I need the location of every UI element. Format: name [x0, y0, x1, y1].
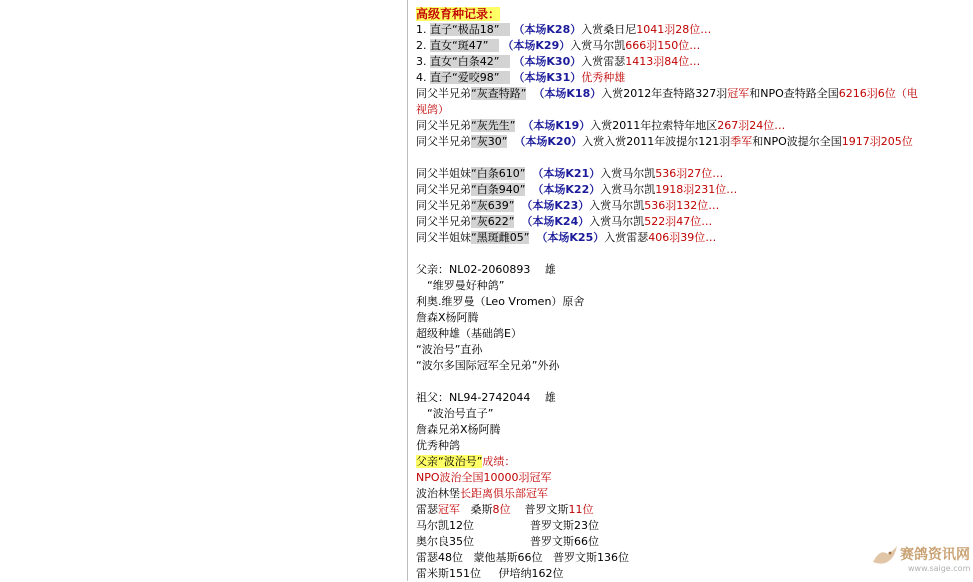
father-bloodline: 詹森X杨阿腾 [416, 311, 479, 324]
section-title-row [416, 6, 956, 22]
relation: 同父半兄弟 [416, 87, 471, 100]
list-item [416, 198, 956, 214]
item-number: 2. [416, 39, 427, 52]
result-value: 1041羽28位… [636, 23, 712, 36]
race-results-row: 雷瑟48位 蒙他基斯66位 普罗文斯136位 [416, 551, 629, 564]
grandfather-ring: 祖父：NL94-2742044 雄 [416, 391, 556, 404]
father-note: 超级种雄（基础鸽E） [416, 327, 522, 340]
pigeon-logo-icon [870, 542, 900, 572]
result-value: 1413羽84位… [625, 55, 701, 68]
race-results-row: 奥尔良35位 普罗文斯66位 [416, 535, 599, 548]
site-watermark [870, 542, 970, 578]
pigeon-name: “灰查特路” [471, 87, 527, 100]
watermark-url: www.saige.com [908, 564, 971, 573]
result-text: 入赏马尔凯 [600, 167, 656, 180]
father-nickname: “维罗曼好种鸽” [416, 279, 505, 292]
result-value: 优秀种雄 [581, 71, 626, 84]
list-item [416, 118, 956, 134]
relation: 同父半兄弟 [416, 199, 471, 212]
item-number: 4. [416, 71, 427, 84]
result-value: 冠军 [727, 87, 750, 100]
pigeon-name: “白条610” [471, 167, 526, 180]
result-value: 267羽24位… [717, 119, 786, 132]
result-text: 入赏桑日尼 [581, 23, 637, 36]
club-result: 波治林堡长距离俱乐部冠军 [416, 487, 548, 500]
race-results-row: 马尔凯12位 普罗文斯23位 [416, 519, 599, 532]
pigeon-name: “黑斑雌05” [471, 231, 530, 244]
list-item [416, 54, 956, 70]
result-text: 和NPO波提尔全国 [752, 135, 842, 148]
result-value: 536羽132位… [644, 199, 720, 212]
relation: 同父半兄弟 [416, 135, 471, 148]
result-text: 入赏马尔凯 [570, 39, 626, 52]
list-item [416, 182, 956, 198]
father-origin: 利奥.维罗曼（Leo Vromen）原舍 [416, 295, 585, 308]
section-title: 高级育种记录： [416, 7, 501, 21]
national-result: NPO波治全国10000羽冠军 [416, 471, 552, 484]
pigeon-name: 直子“极品18” [430, 23, 510, 36]
pigeon-name: 直女“白条42” [430, 55, 510, 68]
result-text: 入赏雷瑟 [604, 231, 649, 244]
list-item [416, 230, 956, 246]
list-item [416, 134, 924, 166]
list-item [416, 166, 956, 182]
result-value: 6216羽6 [838, 87, 885, 100]
pigeon-name: 直子“爱咬98” [430, 71, 510, 84]
pigeon-name: “灰30” [471, 135, 508, 148]
result-value: 666羽150位… [625, 39, 701, 52]
loft-code: （本场K21） [532, 167, 601, 180]
loft-code: （本场K18） [533, 87, 602, 100]
breeding-record [416, 0, 956, 582]
result-value: 522羽47位… [644, 215, 713, 228]
result-value: 5位 [894, 135, 913, 148]
relation: 同父半兄弟 [416, 119, 471, 132]
loft-code: （本场K31） [513, 71, 582, 84]
result-text: 入赏2011年拉索特年地区 [590, 119, 718, 132]
relation: 同父半兄弟 [416, 215, 471, 228]
pigeon-name: “灰622” [471, 215, 515, 228]
grandfather-note: 优秀种鸽 [416, 439, 460, 452]
result-text: 入赏2012年查特路327羽 [601, 87, 728, 100]
relation: 同父半姐妹 [416, 167, 471, 180]
father-outer-grandson-note: “波尔多国际冠军全兄弟”外孙 [416, 359, 560, 372]
result-value: 1918羽231位… [655, 183, 738, 196]
result-text: 入赏马尔凯 [589, 215, 645, 228]
pigeon-name: “白条940” [471, 183, 526, 196]
result-value: 位（电视鸽） [416, 87, 918, 116]
grandfather-bloodline: 詹森兄弟X杨阿腾 [416, 423, 501, 436]
result-text: 和NPO查特路全国 [749, 87, 839, 100]
result-value: 536羽27位… [655, 167, 724, 180]
loft-code: （本场K20） [514, 135, 583, 148]
loft-code: （本场K24） [521, 215, 590, 228]
result-text: 入赏雷瑟 [581, 55, 626, 68]
loft-code: （本场K30） [513, 55, 582, 68]
pigeon-name: “灰先生” [471, 119, 516, 132]
results-heading: 父亲“波治号”成绩： [416, 455, 516, 468]
result-value: 406羽39位… [648, 231, 717, 244]
relation: 同父半兄弟 [416, 183, 471, 196]
item-number: 1. [416, 23, 427, 36]
result-value: 季军 [730, 135, 753, 148]
father-ring: 父亲：NL02-2060893 雄 [416, 263, 556, 276]
pigeon-name: “灰639” [471, 199, 515, 212]
loft-code: （本场K25） [536, 231, 605, 244]
loft-code: （本场K29） [502, 39, 571, 52]
list-item [416, 70, 956, 86]
result-text: 入赏马尔凯 [589, 199, 645, 212]
race-results-row: 雷米斯151位 伊培纳162位 [416, 567, 564, 580]
loft-code: （本场K28） [513, 23, 582, 36]
column-divider [407, 0, 408, 581]
father-grandson-note: “波治号”直孙 [416, 343, 483, 356]
result-value: 1917羽20 [841, 135, 895, 148]
list-item [416, 86, 924, 118]
list-item [416, 214, 956, 230]
list-item [416, 22, 956, 38]
result-text: 入赏马尔凯 [600, 183, 656, 196]
pigeon-name: 直女“斑47” [430, 39, 499, 52]
race-results-row: 雷瑟冠军 桑斯8位 普罗文斯11位 [416, 503, 594, 516]
result-text: 入赏入赏2011年波提尔121羽 [582, 135, 731, 148]
grandfather-nickname: “波治号直子” [416, 407, 494, 420]
loft-code: （本场K22） [532, 183, 601, 196]
list-item [416, 38, 956, 54]
watermark-text: 赛鸽资讯网 [900, 547, 970, 563]
relation: 同父半姐妹 [416, 231, 471, 244]
loft-code: （本场K23） [521, 199, 590, 212]
item-number: 3. [416, 55, 427, 68]
loft-code: （本场K19） [522, 119, 591, 132]
